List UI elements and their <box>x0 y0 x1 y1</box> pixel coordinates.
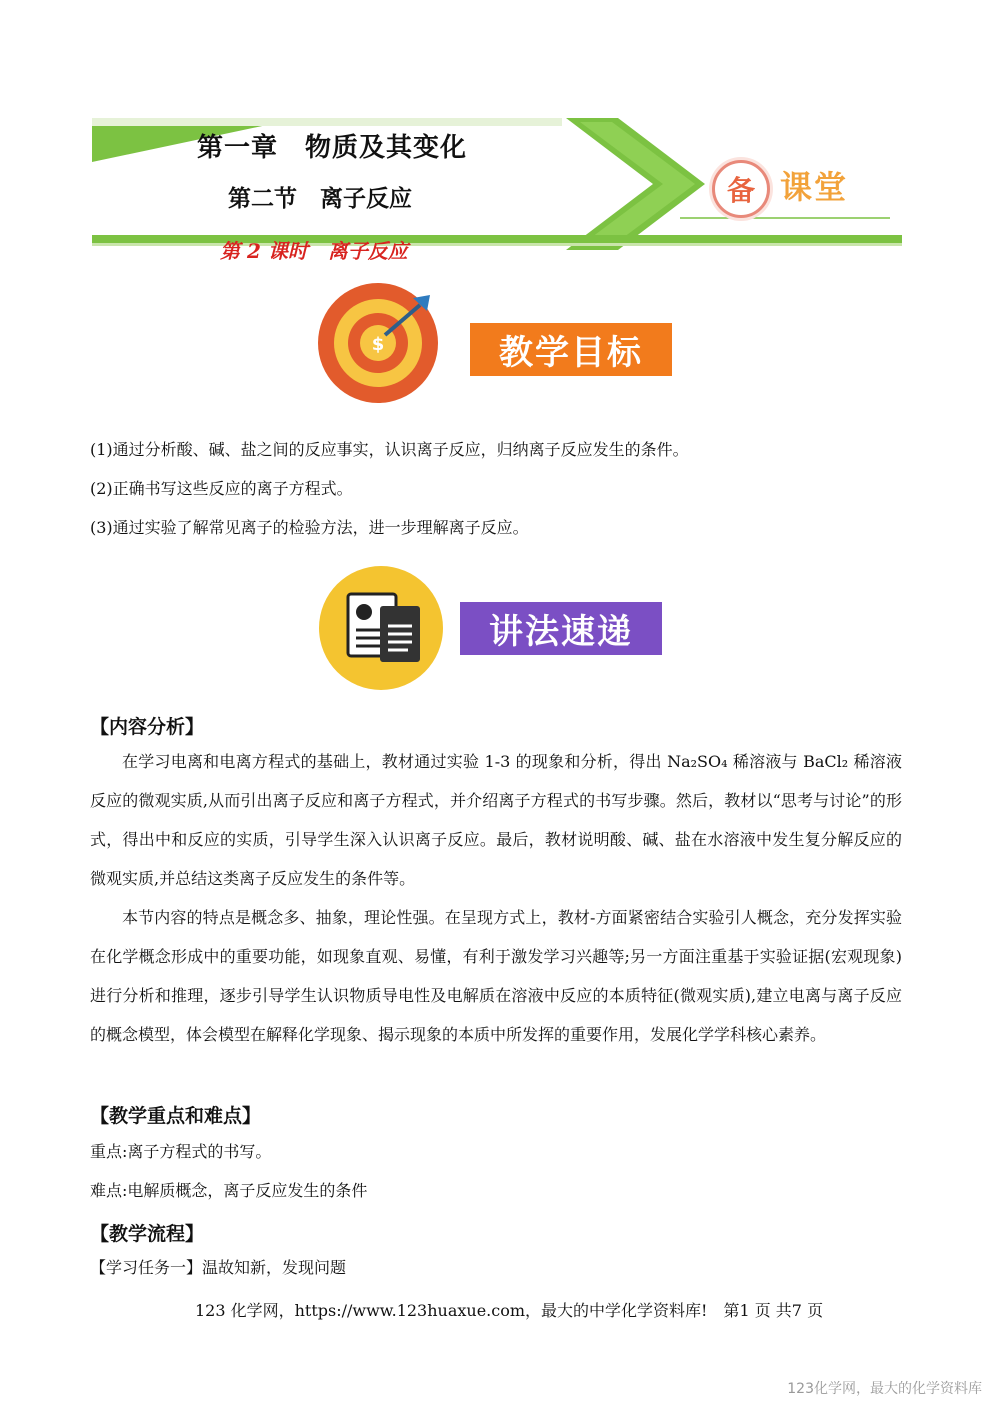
svg-text:$: $ <box>371 334 385 355</box>
site-watermark: 123化学网，最大的化学资料库 <box>787 1381 982 1397</box>
documents-icon <box>318 566 448 691</box>
content-paragraph-2: 本节内容的特点是概念多、抽象，理论性强。在呈现方式上，教材-方面紧密结合实验引人概念，充分发挥实验在化学概念形成中的重要功能，如现象直观、易懂，有利于激发学习兴趣等;另一方面注重基于实验证据(宏观现象)进行分析和推理，逐步引导学生认识物质导电性及电解质在溶液中反应的本质特征(微观实质),建立电离与离子反应的概念模型，体会模型在解释化学现象、揭示现象的本质中所发挥的重要作用，发展化学学科核心素养。 <box>90 908 902 1044</box>
objectives-banner: 教学目标 <box>470 323 672 376</box>
header-gradient-bar <box>92 118 562 126</box>
lesson-title: 第 2 课时 离子反应 <box>220 239 408 263</box>
objective-1: (1)通过分析酸、碱、盐之间的反应事实，认识离子反应，归纳离子反应发生的条件。 <box>90 440 689 459</box>
target-icon <box>315 283 445 403</box>
content-paragraph-1: 在学习电离和电离方程式的基础上，教材通过实验 1-3 的现象和分析，得出 Na₂SO₄ 稀溶液与 BaCl₂ 稀溶液反应的微观实质,从而引出离子反应和离子方程式，并介绍离子方程式的书写步骤。然后，教材以“思考与讨论”的形式，得出中和反应的实质，引导学生深入认识离子反应。最后，教材说明酸、碱、盐在水溶液中发生复分解反应的微观实质,并总结这类离子反应发生的条件等。 <box>90 752 902 888</box>
key-points-heading: 【教学重点和难点】 <box>90 1105 262 1127</box>
section-title: 第二节 离子反应 <box>228 185 412 212</box>
ketang-label: 课堂 <box>780 168 849 206</box>
header-bottom-bar-light <box>92 243 902 246</box>
focus-point: 重点:离子方程式的书写。 <box>90 1142 272 1161</box>
header-bottom-bar <box>92 235 902 243</box>
task-label: 【学习任务一】 <box>90 1258 203 1277</box>
task-text: 温故知新，发现问题 <box>202 1258 347 1277</box>
content-analysis-body <box>90 742 902 1054</box>
objective-3: (3)通过实验了解常见离子的检验方法，进一步理解离子反应。 <box>90 518 529 537</box>
chapter-title: 第一章 物质及其变化 <box>197 133 468 163</box>
method-banner: 讲法速递 <box>460 602 662 655</box>
learning-task-1 <box>90 1258 346 1278</box>
header-decoration <box>0 0 992 270</box>
objective-2: (2)正确书写这些反应的离子方程式。 <box>90 479 353 498</box>
page-footer: 123 化学网，https://www.123huaxue.com，最大的中学化学资料库! 第1 页 共7 页 <box>195 1301 824 1320</box>
content-analysis-heading: 【内容分析】 <box>90 716 205 738</box>
bei-badge: 备 <box>712 160 770 218</box>
process-heading: 【教学流程】 <box>90 1223 205 1245</box>
difficulty-point: 难点:电解质概念，离子反应发生的条件 <box>90 1181 368 1200</box>
